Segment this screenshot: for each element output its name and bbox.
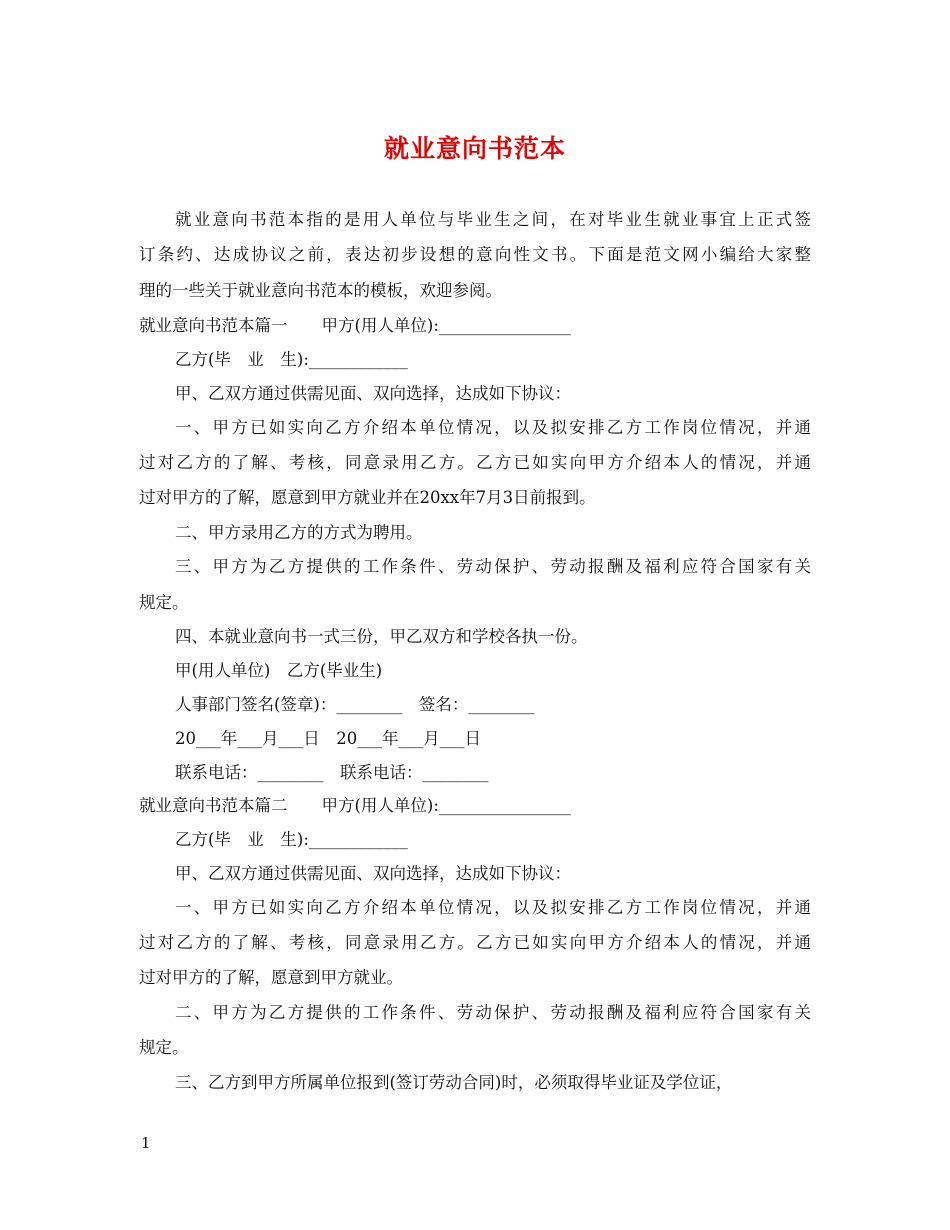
- document-title: 就业意向书范本: [383, 134, 566, 163]
- section1-sign-parties: 甲(用人单位) 乙方(毕业生): [175, 661, 383, 680]
- section1-agreement: 甲、乙双方通过供需见面、双向选择，达成如下协议：: [175, 384, 571, 403]
- intro-line-3: 理的一些关于就业意向书范本的模板，欢迎参阅。: [139, 281, 502, 300]
- section2-party-b: 乙方(毕 业 生):____________: [175, 830, 408, 849]
- section2-clause1-line-1: 一、甲方已如实向乙方介绍本单位情况，以及拟安排乙方工作岗位情况，并通: [175, 898, 811, 917]
- section1-clause3-line-2: 规定。: [139, 593, 189, 612]
- intro-line-2: 订条约、达成协议之前，表达初步设想的意向性文书。下面是范文网小编给大家整: [139, 245, 811, 264]
- page-number: 1: [141, 1134, 151, 1152]
- section1-clause1-line-1: 一、甲方已如实向乙方介绍本单位情况，以及拟安排乙方工作岗位情况，并通: [175, 418, 811, 437]
- section1-party-a: 甲方(用人单位):________________: [321, 316, 571, 335]
- section2-clause3: 三、乙方到甲方所属单位报到(签订劳动合同)时，必须取得毕业证及学位证，: [175, 1073, 733, 1092]
- section2-heading-row: [139, 789, 811, 823]
- section1-heading: 就业意向书范本篇一: [139, 316, 288, 335]
- section1-sign-names: 人事部门签名(签章)：________ 签名：________: [175, 695, 535, 714]
- section1-heading-row: [139, 309, 811, 343]
- section2-clause1-line-3: 过对甲方的了解，愿意到甲方就业。: [139, 968, 403, 987]
- section1-party-b: 乙方(毕 业 生):____________: [175, 350, 408, 369]
- section2-agreement: 甲、乙双方通过供需见面、双向选择，达成如下协议：: [175, 864, 571, 883]
- intro-line-1: 就业意向书范本指的是用人单位与毕业生之间，在对毕业生就业事宜上正式签: [175, 210, 811, 229]
- section1-clause4: 四、本就业意向书一式三份，甲乙双方和学校各执一份。: [175, 627, 588, 646]
- section2-clause1-line-2: 过对乙方的了解、考核，同意录用乙方。乙方已如实向甲方介绍本人的情况，并通: [139, 933, 811, 952]
- section2-clause2-line-2: 规定。: [139, 1038, 189, 1057]
- section1-clause1-line-3: 过对甲方的了解，愿意到甲方就业并在20xx年7月3日前报到。: [139, 488, 596, 507]
- section2-heading: 就业意向书范本篇二: [139, 796, 288, 815]
- section1-sign-dates: 20___年___月___日 20___年___月___日: [175, 729, 481, 748]
- section1-clause2: 二、甲方录用乙方的方式为聘用。: [175, 523, 423, 542]
- section1-clause1-line-2: 过对乙方的了解、考核，同意录用乙方。乙方已如实向甲方介绍本人的情况，并通: [139, 453, 811, 472]
- section2-clause2-line-1: 二、甲方为乙方提供的工作条件、劳动保护、劳动报酬及福利应符合国家有关: [175, 1003, 811, 1022]
- section2-party-a: 甲方(用人单位):________________: [321, 796, 571, 815]
- section1-clause3-line-1: 三、甲方为乙方提供的工作条件、劳动保护、劳动报酬及福利应符合国家有关: [175, 557, 811, 576]
- section1-sign-phones: 联系电话：________ 联系电话：________: [175, 763, 489, 782]
